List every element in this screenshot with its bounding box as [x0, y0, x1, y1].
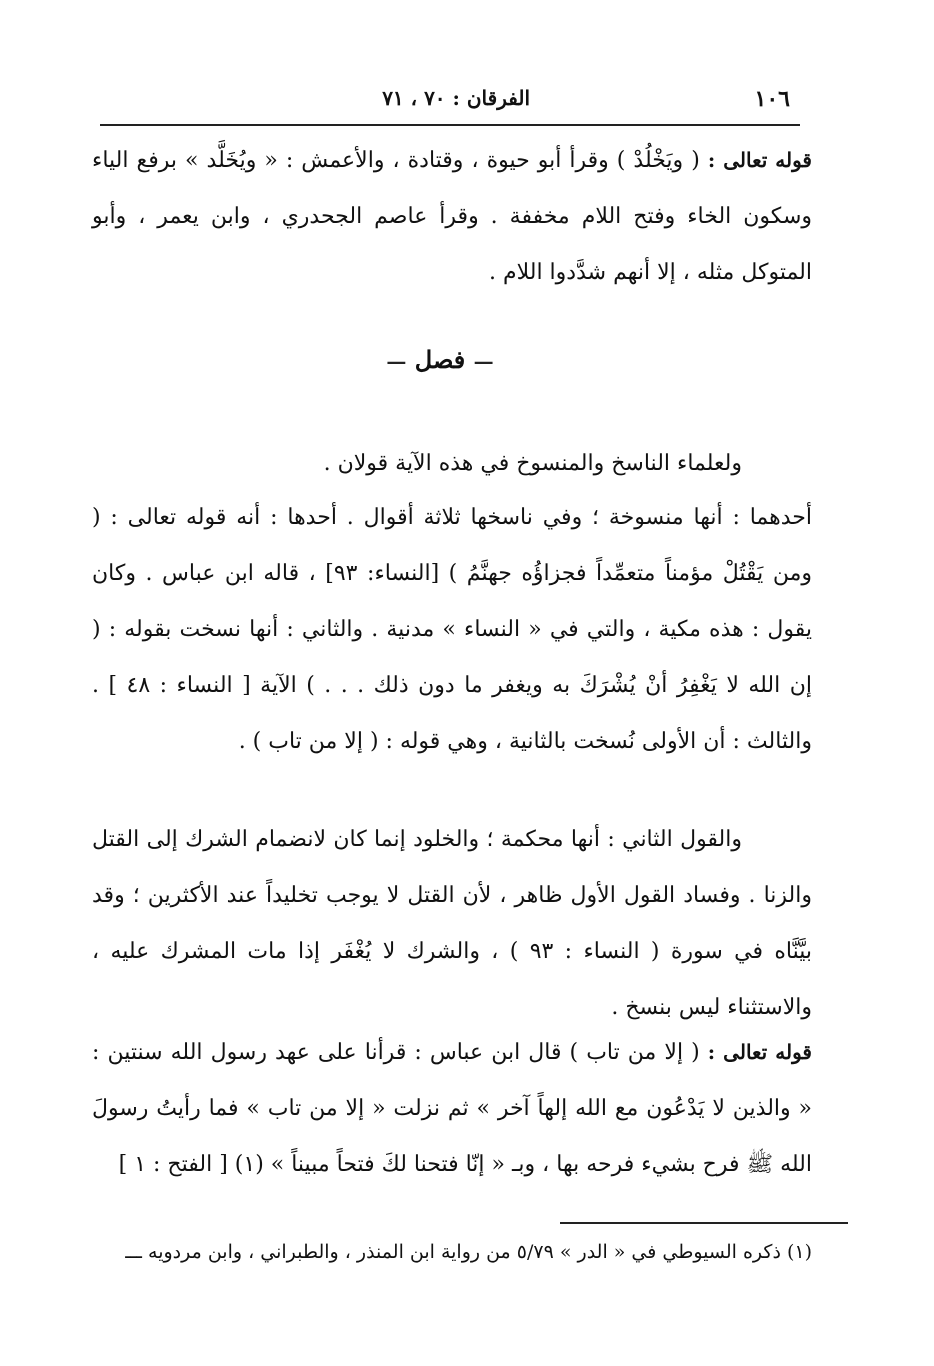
paragraph-first-opinion: أحدهما : أنها منسوخة ؛ وفي ناسخها ثلاثة أقوال . أحدها : أنه قوله تعالى : ( ومن يَقْتُلْ مؤمناً متعمِّداً فجزاؤُه جهنَّمُ ) [النساء: ٩٣] ، قاله ابن عباس . وكان يقول : هذه مكية ، والتي في « النساء » مدنية . والثاني : أنها نسخت بقوله : ( إن الله لا يَغْفِرُ أنْ يُشْرَكَ به ويغفر ما دون ذلك . . . ) الآية [ النساء : ٤٨ ] . والثالث : أن الأولى نُسخت بالثانية ، وهي قوله : ( إلا من تاب ) .: [92, 505, 812, 754]
header-title: الفرقان : ٧٠ ، ٧١: [382, 86, 530, 110]
ornament-right-icon: —: [473, 349, 494, 373]
paragraph-text: ( ويَخْلُدْ ) وقرأ أبو حيوة ، وقتادة ، والأعمش : « ويُخَلَّد » برفع الياء وسكون الخاء وفتح اللام مخففة . وقرأ عاصم الجحدري ، وابن يعمر ، وأبو المتوكل مثله ، إلا أنهم شدَّدوا اللام .: [92, 148, 812, 285]
page-number: ١٠٦: [754, 86, 790, 112]
paragraph-verse-reading: [92, 132, 812, 301]
paragraph-second-opinion: والقول الثاني : أنها محكمة ؛ والخلود إنما كان لانضمام الشرك إلى القتل والزنا . وفساد القول الأول ظاهر ، لأن القتل لا يوجب تخليداً عند الأكثرين ؛ وقد بيَّنَّاه في سورة ( النساء : ٩٣ ) ، والشرك لا يُغْفَر إذا مات المشرك عليه ، والاستثناء ليس بنسخ .: [92, 827, 812, 1020]
ornament-left-icon: —: [386, 349, 407, 373]
paragraph-text: ( إلا من تاب ) قال ابن عباس : قرأنا على عهد رسول الله سنتين : « والذين لا يَدْعُون مع الله إلهاً آخر » ثم نزلت « إلا من تاب » فما رأيتُ رسولَ الله ﷺ فرح بشيء فرحه بها ، وبـ « إنّا فتحنا لكَ فتحاً مبيناً » (١) [ الفتح : ١ ]: [92, 1040, 812, 1177]
section-title: فصل: [414, 345, 466, 374]
footnote-rule: [560, 1222, 848, 1224]
paragraph-intro: ولعلماء الناسخ والمنسوخ في هذه الآية قولان .: [323, 451, 742, 476]
verse-lead: قوله تعالى :: [707, 148, 812, 172]
section-heading: [330, 338, 550, 382]
footnote: (١) ذكره السيوطي في « الدر » ٥/٧٩ من رواية ابن المنذر ، والطبراني ، وابن مردويه ـــ: [125, 1241, 812, 1263]
running-header: [100, 86, 790, 116]
verse-lead: قوله تعالى :: [707, 1040, 812, 1064]
paragraph-verse-exception: [92, 1024, 812, 1193]
header-rule: [100, 124, 800, 126]
